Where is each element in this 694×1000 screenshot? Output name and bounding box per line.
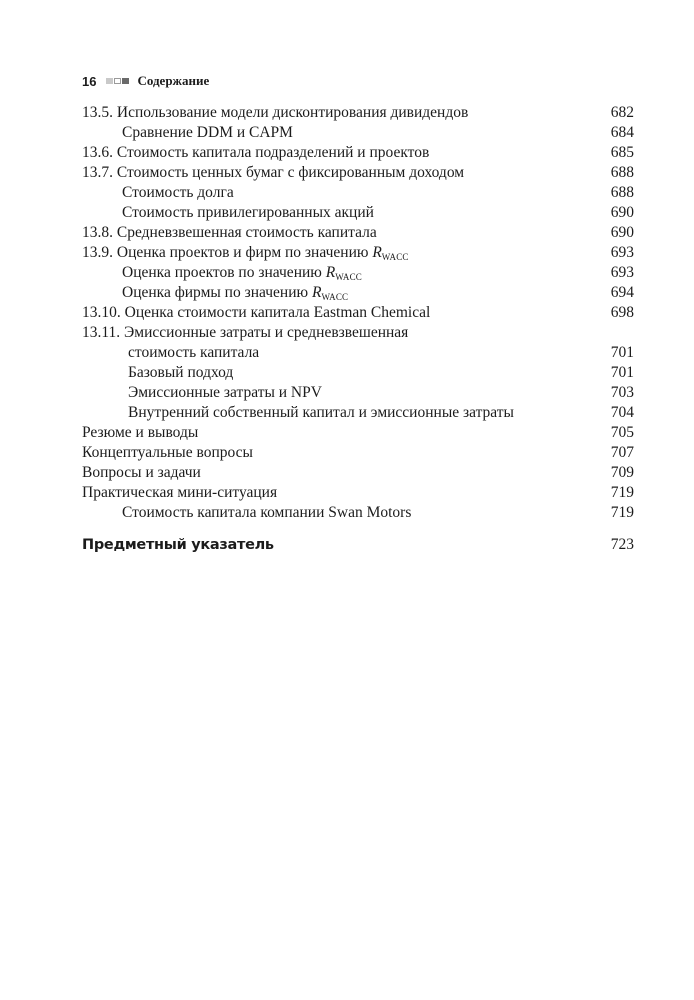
toc-entry-page: 693 xyxy=(610,264,634,281)
toc-entry-title: Стоимость долга xyxy=(122,184,234,201)
toc-entry-label: Оценка проектов по значению xyxy=(122,264,326,281)
toc-entry[interactable] xyxy=(82,403,634,423)
index-title: Предметный указатель xyxy=(82,537,274,553)
toc-entry[interactable] xyxy=(82,443,634,463)
toc-entry-title: Вопросы и задачи xyxy=(82,464,201,481)
toc-entry-page: 704 xyxy=(610,404,634,421)
toc-entry-page: 693 xyxy=(610,244,634,261)
toc-entry-title: Стоимость привилегированных акций xyxy=(122,204,374,221)
toc-entry[interactable] xyxy=(82,243,634,263)
toc-entry[interactable] xyxy=(82,203,634,223)
toc-entry-page: 707 xyxy=(610,444,634,461)
toc-entry-title: Стоимость капитала компании Swan Motors xyxy=(122,504,412,521)
math-subscript: WACC xyxy=(381,252,409,262)
toc-entry-page: 719 xyxy=(610,484,634,501)
math-subscript: WACC xyxy=(321,292,349,302)
toc-entry[interactable] xyxy=(82,383,634,403)
toc-entry-title: стоимость капитала xyxy=(128,344,260,361)
toc-entry-page: 703 xyxy=(610,384,634,401)
math-subscript: WACC xyxy=(335,272,363,282)
toc-entry-page: 701 xyxy=(610,344,634,361)
header-ornament-icon xyxy=(106,78,129,84)
toc-entry-title: 13.8. Средневзвешенная стоимость капитала xyxy=(82,224,377,241)
toc-entry-page: 688 xyxy=(610,164,634,181)
toc-entry-page: 690 xyxy=(610,224,634,241)
toc-entry-title: Эмиссионные затраты и NPV xyxy=(128,384,322,401)
toc-entry-title: Базовый подход xyxy=(128,364,234,381)
toc-entry-page: 719 xyxy=(610,504,634,521)
toc-entry[interactable] xyxy=(82,483,634,503)
toc-entry-page: 709 xyxy=(610,464,634,481)
math-symbol: R xyxy=(325,264,336,281)
toc-entry-page: 690 xyxy=(610,204,634,221)
toc-entry-title: 13.6. Стоимость капитала подразделений и проектов xyxy=(82,144,430,161)
toc-entry[interactable] xyxy=(82,323,634,343)
toc-entry-title: 13.5. Использование модели дисконтирования дивидендов xyxy=(82,104,469,121)
toc-entry-page: 688 xyxy=(610,184,634,201)
index-entry[interactable] xyxy=(82,534,634,556)
toc-entry[interactable] xyxy=(82,463,634,483)
section-title: Содержание xyxy=(137,73,210,88)
toc-entry-page: 685 xyxy=(610,144,634,161)
toc-entry[interactable] xyxy=(82,503,634,523)
toc-entry-title: Резюме и выводы xyxy=(82,424,199,441)
toc-entry[interactable] xyxy=(82,143,634,163)
toc-entry[interactable] xyxy=(82,123,634,143)
toc-entry-label: Оценка фирмы по значению xyxy=(122,284,312,301)
toc-entry-page: 694 xyxy=(610,284,634,301)
toc-entry-title: 13.10. Оценка стоимости капитала Eastman Chemical xyxy=(82,304,431,321)
toc-entry[interactable] xyxy=(82,303,634,323)
toc-entry[interactable] xyxy=(82,223,634,243)
toc-entry-page: 701 xyxy=(610,364,634,381)
toc-entry-title: 13.7. Стоимость ценных бумаг с фиксированным доходом xyxy=(82,164,465,181)
toc-entry[interactable] xyxy=(82,103,634,123)
toc-entry-title: Концептуальные вопросы xyxy=(82,444,253,461)
toc-entry[interactable] xyxy=(82,363,634,383)
toc-entry[interactable] xyxy=(82,263,634,283)
toc-entry[interactable] xyxy=(82,283,634,303)
math-symbol: R xyxy=(372,244,382,261)
toc-entry-page: 705 xyxy=(610,424,634,441)
toc-entry-title: 13.11. Эмиссионные затраты и средневзвешенная xyxy=(82,324,409,341)
toc-entry-page: 698 xyxy=(610,304,634,321)
table-of-contents xyxy=(82,103,634,523)
toc-entry[interactable] xyxy=(82,163,634,183)
toc-entry-page: 684 xyxy=(610,124,634,141)
math-symbol: R xyxy=(311,284,322,301)
page-header xyxy=(82,72,209,90)
page-number: 16 xyxy=(82,73,97,89)
toc-entry-title: Сравнение DDM и CAPM xyxy=(122,124,293,141)
toc-entry[interactable] xyxy=(82,343,634,363)
toc-entry-title: Практическая мини-ситуация xyxy=(82,484,278,501)
toc-entry[interactable] xyxy=(82,423,634,443)
toc-entry[interactable] xyxy=(82,183,634,203)
index-page: 723 xyxy=(610,536,634,553)
toc-entry-title: Внутренний собственный капитал и эмиссионные затраты xyxy=(128,404,514,421)
toc-entry-label: 13.9. Оценка проектов и фирм по значению xyxy=(82,244,373,261)
toc-entry-page: 682 xyxy=(610,104,634,121)
